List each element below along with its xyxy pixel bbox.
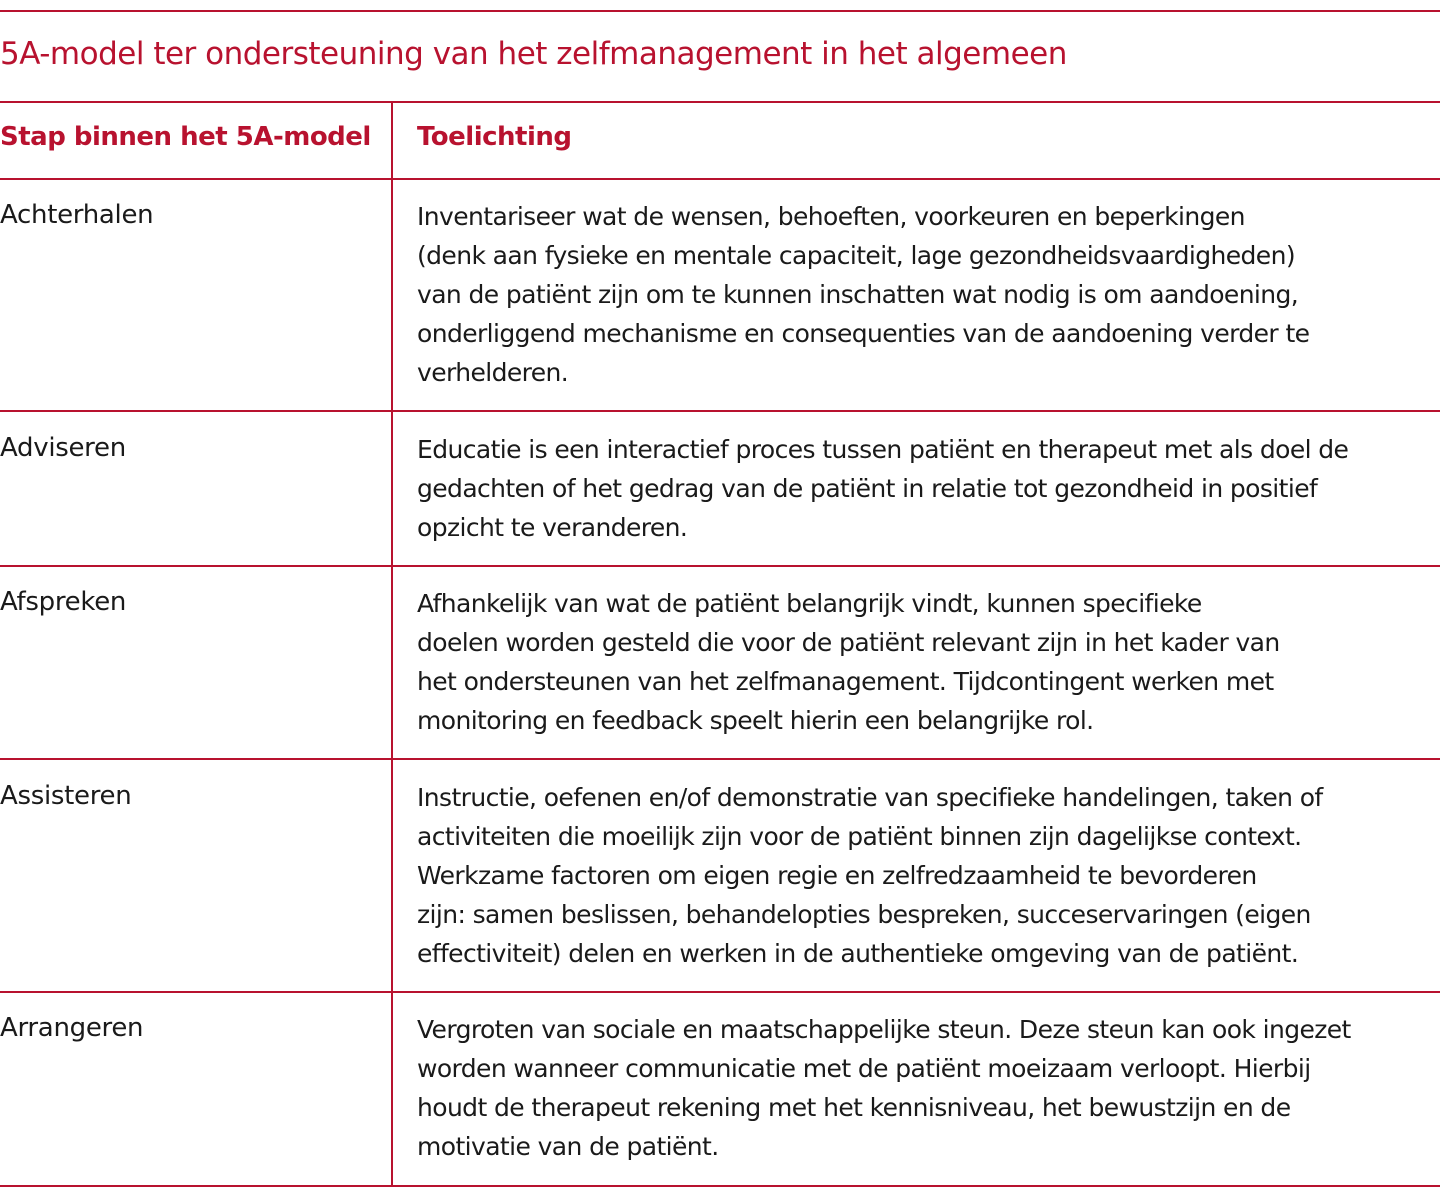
description-line: doelen worden gesteld die voor de patiënt relevant zijn in het kader van [417, 628, 1280, 657]
table-bottom-rule [0, 1185, 1440, 1187]
description-line: onderliggend mechanisme en consequenties van de aandoening verder te [417, 319, 1310, 348]
step-description [417, 584, 1440, 740]
row-divider [0, 991, 1440, 993]
column-header-step: Stap binnen het 5A-model [0, 122, 371, 152]
step-description [417, 197, 1440, 392]
description-line: Vergroten van sociale en maatschappelijke steun. Deze steun kan ook ingezet [417, 1015, 1351, 1044]
step-label: Adviseren [0, 433, 126, 463]
description-line: houdt de therapeut rekening met het kennisniveau, het bewustzijn en de [417, 1093, 1291, 1122]
description-line: Educatie is een interactief proces tussen patiënt en therapeut met als doel de [417, 435, 1349, 464]
description-line: Afhankelijk van wat de patiënt belangrijk vindt, kunnen specifieke [417, 589, 1202, 618]
step-description [417, 778, 1440, 973]
description-line: (denk aan fysieke en mentale capaciteit, lage gezondheidsvaardigheden) [417, 241, 1295, 270]
description-line: worden wanneer communicatie met de patiënt moeizaam verloopt. Hierbij [417, 1054, 1311, 1083]
row-divider [0, 410, 1440, 412]
step-label: Achterhalen [0, 200, 154, 230]
description-line: monitoring en feedback speelt hierin een belangrijke rol. [417, 706, 1094, 735]
description-line: activiteiten die moeilijk zijn voor de patiënt binnen zijn dagelijkse context. [417, 822, 1302, 851]
step-description [417, 1010, 1440, 1166]
description-line: het ondersteunen van het zelfmanagement. Tijdcontingent werken met [417, 667, 1274, 696]
description-line: Instructie, oefenen en/of demonstratie van specifieke handelingen, taken of [417, 783, 1323, 812]
header-bottom-rule [0, 178, 1440, 180]
description-line: Werkzame factoren om eigen regie en zelfredzaamheid te bevorderen [417, 861, 1257, 890]
table-top-rule [0, 10, 1440, 12]
step-label: Assisteren [0, 781, 132, 811]
description-line: van de patiënt zijn om te kunnen inschatten wat nodig is om aandoening, [417, 280, 1299, 309]
step-label: Arrangeren [0, 1013, 144, 1043]
step-label: Afspreken [0, 587, 127, 617]
row-divider [0, 565, 1440, 567]
column-header-toelichting: Toelichting [417, 122, 572, 152]
description-line: gedachten of het gedrag van de patiënt in relatie tot gezondheid in positief [417, 474, 1318, 503]
description-line: motivatie van de patiënt. [417, 1132, 719, 1161]
description-line: zijn: samen beslissen, behandelopties bespreken, succeservaringen (eigen [417, 900, 1311, 929]
step-description [417, 430, 1440, 547]
header-top-rule [0, 101, 1440, 103]
description-line: Inventariseer wat de wensen, behoeften, voorkeuren en beperkingen [417, 202, 1245, 231]
description-line: opzicht te veranderen. [417, 513, 688, 542]
row-divider [0, 758, 1440, 760]
description-line: effectiviteit) delen en werken in de authentieke omgeving van de patiënt. [417, 939, 1299, 968]
table-title: 5A-model ter ondersteuning van het zelfmanagement in het algemeen [0, 36, 1067, 72]
column-divider [391, 101, 393, 1187]
description-line: verhelderen. [417, 358, 569, 387]
